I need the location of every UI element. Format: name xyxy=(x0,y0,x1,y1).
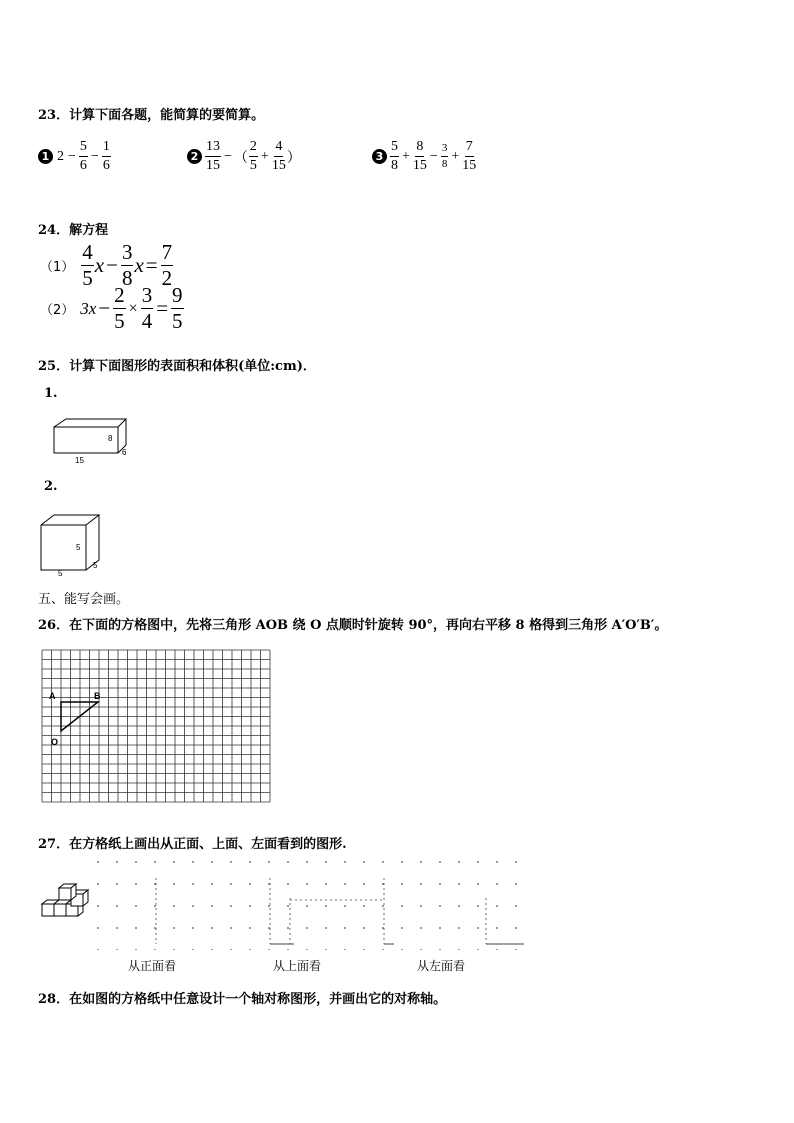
grid-dot xyxy=(420,927,422,929)
grid-dot xyxy=(192,949,194,950)
grid-dot xyxy=(97,883,99,885)
grid-dot xyxy=(458,883,460,885)
grid-dot xyxy=(211,949,213,950)
operator: + xyxy=(402,148,410,164)
fraction: $\frac{8}{15}$ xyxy=(412,139,427,173)
q25-title: 25．计算下面图形的表面积和体积(单位:cm)． xyxy=(38,359,316,374)
grid-dot xyxy=(306,883,308,885)
q23-title: 23．计算下面各题，能简算的要简算。 xyxy=(38,108,265,123)
cuboid-height-label: 8 xyxy=(108,434,113,443)
grid-dot xyxy=(325,949,327,950)
grid-dot xyxy=(401,905,403,907)
grid-dot xyxy=(268,949,270,950)
operator: × xyxy=(128,299,138,317)
q27-title: 27．在方格纸上画出从正面、上面、左面看到的图形. xyxy=(38,837,347,852)
fraction: $\frac{3}{4}$ xyxy=(141,283,153,333)
grid-dot xyxy=(325,927,327,929)
operator: − xyxy=(68,148,76,164)
grid-dot xyxy=(211,905,213,907)
grid-dot xyxy=(173,927,175,929)
grid-dot xyxy=(401,883,403,885)
grid-dot xyxy=(344,927,346,929)
grid-dot xyxy=(496,883,498,885)
grid-dot xyxy=(382,905,384,907)
grid-dot xyxy=(344,861,346,863)
fraction: $\frac{3}{8}$ xyxy=(121,240,133,290)
grid-dot xyxy=(363,927,365,929)
grid-dot xyxy=(97,927,99,929)
fraction: $\frac{9}{5}$ xyxy=(172,283,183,333)
grid-dot xyxy=(458,905,460,907)
fraction: $\frac{2}{5}$ xyxy=(249,139,257,173)
grid-dot xyxy=(135,861,137,863)
grid-dot xyxy=(249,883,251,885)
grid-dot xyxy=(306,905,308,907)
grid-dot xyxy=(344,905,346,907)
cube-stack-figure xyxy=(40,880,92,922)
operator: + xyxy=(451,148,460,164)
grid-dot xyxy=(439,927,441,929)
term: 3x xyxy=(80,298,97,318)
cuboid-length-label: 15 xyxy=(75,456,84,465)
grid-dot xyxy=(306,949,308,950)
grid-dot xyxy=(211,883,213,885)
grid-dot xyxy=(439,861,441,863)
q26-title: 26．在下面的方格图中，先将三角形 AOB 绕 O 点顺时针旋转 90°，再向右平移 8 格得到三角形 A′O′B′。 xyxy=(38,618,668,633)
grid-dot xyxy=(401,949,403,950)
grid-dot xyxy=(173,883,175,885)
grid-dot xyxy=(230,905,232,907)
grid-dot xyxy=(116,905,118,907)
grid-dot xyxy=(116,949,118,950)
grid-dot xyxy=(211,927,213,929)
q24-title: 24．解方程 xyxy=(38,223,109,238)
operator: − xyxy=(224,148,232,164)
vertex-b-label: B xyxy=(94,691,101,701)
fraction: $\frac{4}{15}$ xyxy=(271,139,286,173)
fraction: $\frac{13}{15}$ xyxy=(206,139,220,173)
grid-dot xyxy=(515,949,517,950)
grid-dot xyxy=(154,949,156,950)
grid-dot xyxy=(382,861,384,863)
grid-dot xyxy=(477,949,479,950)
q23-problem-3 xyxy=(372,140,477,173)
vertex-a-label: A xyxy=(49,691,56,701)
circled-number-3: 3 xyxy=(372,149,387,164)
grid-dot xyxy=(420,905,422,907)
fraction: $\frac{4}{5}$ xyxy=(82,240,93,290)
grid-dot xyxy=(439,905,441,907)
grid-dot xyxy=(173,861,175,863)
grid-dot xyxy=(192,927,194,929)
operator: − xyxy=(98,296,111,320)
grid-dot xyxy=(135,927,137,929)
grid-dot xyxy=(249,949,251,950)
equation-label: （2） xyxy=(40,303,75,318)
grid-dot xyxy=(116,927,118,929)
grid-dot xyxy=(401,927,403,929)
grid-dot xyxy=(135,905,137,907)
grid-dot xyxy=(515,927,517,929)
grid-dot xyxy=(458,927,460,929)
variable: x xyxy=(94,253,105,277)
q28-title: 28．在如图的方格纸中任意设计一个轴对称图形，并画出它的对称轴。 xyxy=(38,992,447,1007)
grid-dot xyxy=(173,905,175,907)
grid-dot xyxy=(192,905,194,907)
grid-dot xyxy=(515,905,517,907)
grid-dot xyxy=(439,883,441,885)
grid-dot xyxy=(458,861,460,863)
cuboid-figure xyxy=(50,415,140,465)
cube-front-edge-label: 5 xyxy=(76,543,81,552)
paren-right: ） xyxy=(286,150,301,166)
section-5-heading: 五、能写会画。 xyxy=(38,592,130,607)
grid-dot xyxy=(363,949,365,950)
grid-dot xyxy=(420,949,422,950)
grid-dot xyxy=(249,927,251,929)
grid-dot xyxy=(230,883,232,885)
paren-left: （ xyxy=(233,150,248,166)
grid-dot xyxy=(496,861,498,863)
grid-dot xyxy=(325,905,327,907)
operator: − xyxy=(429,148,438,164)
grid-dot xyxy=(116,861,118,863)
grid-dot xyxy=(496,927,498,929)
q23-problem-1 xyxy=(38,140,112,173)
grid-dot xyxy=(439,949,441,950)
grid-dot xyxy=(306,927,308,929)
operator: + xyxy=(260,148,269,164)
item-1-label: 1. xyxy=(44,386,58,401)
grid-dot xyxy=(97,949,99,950)
grid-dot xyxy=(344,949,346,950)
grid-dot xyxy=(287,949,289,950)
fraction: $\frac{2}{5}$ xyxy=(114,283,125,333)
grid-dot xyxy=(135,949,137,950)
cube-figure xyxy=(38,512,108,578)
grid-dot xyxy=(363,861,365,863)
grid-dot xyxy=(287,861,289,863)
equation-2 xyxy=(40,285,185,332)
q23-problem-2 xyxy=(187,140,301,173)
fraction: $\frac{7}{15}$ xyxy=(462,139,477,173)
grid-dot xyxy=(173,949,175,950)
grid-dot xyxy=(420,861,422,863)
grid-dot xyxy=(249,905,251,907)
label-front-view: 从正面看 xyxy=(128,959,177,973)
grid-dot xyxy=(135,883,137,885)
grid-dot xyxy=(363,883,365,885)
item-2-label: 2. xyxy=(44,479,58,494)
grid-dot xyxy=(249,861,251,863)
cuboid-width-label: 6 xyxy=(122,448,127,457)
grid-dot xyxy=(306,861,308,863)
fraction: $\frac{7}{2}$ xyxy=(161,240,173,290)
operator: − xyxy=(106,253,118,277)
grid-dot xyxy=(287,927,289,929)
grid-dot xyxy=(325,883,327,885)
grid-dot xyxy=(325,861,327,863)
label-top-view: 从上面看 xyxy=(273,959,322,973)
grid-dot xyxy=(97,861,99,863)
grid-dot xyxy=(192,883,194,885)
fraction: $\frac{1}{6}$ xyxy=(102,139,110,173)
vertex-o-label: O xyxy=(51,737,59,747)
circled-number-2: 2 xyxy=(187,149,202,164)
circled-number-1: 1 xyxy=(38,149,53,164)
grid-dot xyxy=(154,861,156,863)
q26-grid xyxy=(38,645,274,810)
grid-dot xyxy=(287,905,289,907)
grid-dot xyxy=(211,861,213,863)
grid-dot xyxy=(287,883,289,885)
grid-dot xyxy=(97,905,99,907)
grid-dot xyxy=(363,905,365,907)
equation-label: （1） xyxy=(40,260,75,275)
grid-dot xyxy=(477,905,479,907)
grid-dot xyxy=(458,949,460,950)
grid-dot xyxy=(496,949,498,950)
term: 2 xyxy=(57,148,64,164)
cube-side-edge-label: 5 xyxy=(93,561,98,570)
grid-dot xyxy=(116,883,118,885)
label-left-view: 从左面看 xyxy=(417,959,466,973)
grid-dot xyxy=(515,883,517,885)
grid-dot xyxy=(344,883,346,885)
equals: = xyxy=(145,253,158,277)
equals: = xyxy=(156,296,169,320)
grid-dot xyxy=(230,927,232,929)
grid-dot xyxy=(382,949,384,950)
grid-dot xyxy=(477,883,479,885)
grid-dot xyxy=(420,883,422,885)
grid-dot xyxy=(477,861,479,863)
fraction: $\frac{3}{8}$ xyxy=(441,142,448,170)
grid-dot xyxy=(477,927,479,929)
cube-bottom-edge-label: 5 xyxy=(58,569,63,578)
variable: x xyxy=(134,253,144,277)
grid-dot xyxy=(230,861,232,863)
grid-dot xyxy=(401,861,403,863)
grid-dot xyxy=(268,861,270,863)
equation-1 xyxy=(40,242,174,289)
grid-dot xyxy=(230,949,232,950)
q27-dot-grid xyxy=(94,858,530,950)
fraction: $\frac{5}{6}$ xyxy=(79,139,87,173)
grid-dot xyxy=(192,861,194,863)
grid-dot xyxy=(154,905,156,907)
grid-dot xyxy=(496,905,498,907)
grid-dot xyxy=(515,861,517,863)
fraction: $\frac{5}{8}$ xyxy=(391,139,398,173)
operator: − xyxy=(90,148,99,164)
grid-dot xyxy=(268,905,270,907)
